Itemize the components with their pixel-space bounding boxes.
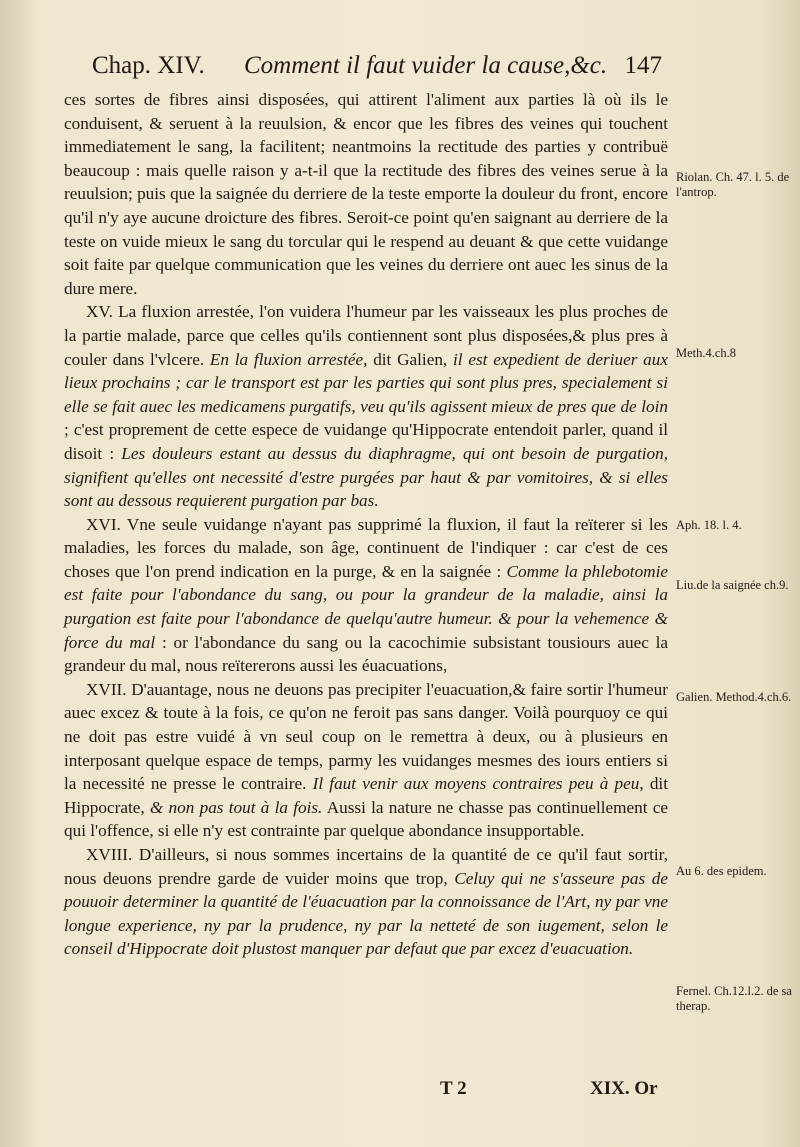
paragraph-xviii: XVIII. D'ailleurs, si nous sommes incertains de la quantité de ce qu'il faut sortir, nous deuons prendre garde de vuider moins que trop, Celuy qui ne s'asseure pas de pouuoir determiner la quantité de l'éuacuation par la connoissance de l'Art, ny par vne longue experience, ny par la prudence, ny par la netteté de son iugement, selon le conseil d'Hippocrate doit plustost manquer par defaut que par excez d'euacuation. [64, 845, 668, 959]
margin-note-meth: Meth.4.ch.8 [676, 346, 737, 360]
margin-note-galien: Galien. Method.4.ch.6. [676, 690, 792, 704]
margin-note-aph: Aph. 18. l. 4. [676, 518, 742, 532]
page-number: 147 [624, 52, 662, 79]
paragraph-xv: XV. La fluxion arrestée, l'on vuidera l'humeur par les vaisseaux les plus proches de la partie malade, parce que celles qu'ils contiennent sont plus disposées,& plus pres à couler dans l'vlcere. En la fluxion arrestée, dit Galien, il est expedient de deriuer aux lieux prochains ; car le transport est par les parties qui sont plus pres, specialement si elle se fait auec les medicamens purgatifs, veu qu'ils agissent mieux de pres que de loin ; c'est proprement de cette espece de vuidange qu'Hippocrate entendoit parler, quand il disoit : Les douleurs estant au dessus du diaphragme, qui ont besoin de purgation, signifient qu'elles ont necessité d'estre purgées par haut & par vomitoires, & si elles sont au dessous requierent purgation par bas. [64, 302, 668, 511]
signature-mark: T 2 [440, 1078, 467, 1099]
margin-note-riolan: Riolan. Ch. 47. l. 5. de l'antrop. [676, 170, 790, 199]
paragraph-xvii: XVII. D'auantage, nous ne deuons pas precipiter l'euacuation,& faire sortir l'humeur auec excez & toute à la fois, ce qu'on ne feroit pas sans danger. Voilà pourquoy ce qui ne doit pas estre vuidé à vn seul coup on le remettra à deux, ou à plusieurs en interposant quelque espace de temps, parmy les vuidanges mesmes des iours entiers si la necessité ne presse le contraire. Il faut venir aux moyens contraires peu à peu, dit Hippocrate, & non pas tout à la fois. Aussi la nature ne chasse pas continuellement ce qui l'offence, si elle n'y est contrainte par quelque abondance insupportable. [64, 679, 669, 841]
paragraph-xvi: XVI. Vne seule vuidange n'ayant pas supprimé la fluxion, il faut la reïterer si les maladies, les forces du malade, son âge, continuent de l'indiquer : car c'est de ces choses que l'on prend indication en la purge, & en la saignée : Comme la phlebotomie est faite pour l'abondance du sang, ou pour la grandeur de la maladie, ainsi la purgation est faite pour l'abondance de quelqu'autre humeur. & pour la vehemence & force du mal : or l'abondance du sang ou la cacochimie subsistant tousiours auec la grandeur du mal, nous reïtererons aussi les éuacuations, [64, 514, 668, 676]
margin-note-fernel: Fernel. Ch.12.l.2. de sa therap. [676, 984, 792, 1013]
margin-note-saignee: Liu.de la saignée ch.9. [676, 578, 789, 592]
main-text [64, 88, 668, 961]
paragraph-1: ces sortes de fibres ainsi disposées, qui attirent l'aliment aux parties là où ils le conduisent, & seruent à la reuulsion, & encor que les fibres des veines qui touchent immediatement le sang, la facilitent; neantmoins la rectitude des parties y contribuë beaucoup : mais quelle raison y a-t-il que la rectitude des fibres des veines serue à la reuulsion; puis que la saignée du derriere de la teste emporte la douleur du front, encore qu'il n'y aye aucune droicture des fibres. Seroit-ce point qu'en saignant au derriere de la teste on vuide mieux le sang du torcular qui le respend au deuant & que cette vuidange soit faite par quelque communication que les veines du derriere ont auec les sinus de la dure mere. [64, 90, 668, 298]
margin-note-epidem: Au 6. des epidem. [676, 864, 767, 878]
catchword: XIX. Or [590, 1078, 658, 1099]
running-header [92, 52, 662, 86]
chapter-number: Chap. XIV. [92, 52, 205, 79]
chapter-title: Comment il faut vuider la cause,&c. [244, 52, 608, 79]
